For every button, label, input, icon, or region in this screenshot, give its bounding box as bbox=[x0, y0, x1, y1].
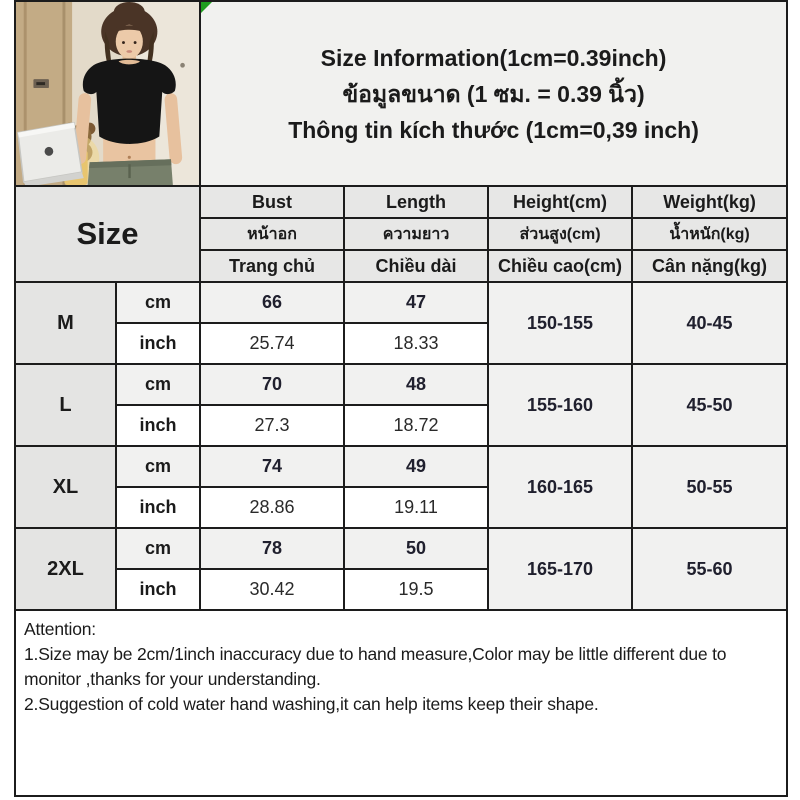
length-cm-value: 48 bbox=[344, 364, 488, 405]
size-column-header: Size bbox=[15, 186, 200, 282]
unit-label-cm: cm bbox=[116, 446, 200, 487]
length-inch-value: 18.72 bbox=[344, 405, 488, 446]
bust-inch-value: 30.42 bbox=[200, 569, 344, 610]
unit-label-inch: inch bbox=[116, 405, 200, 446]
length-inch-value: 18.33 bbox=[344, 323, 488, 364]
weight-range-value: 50-55 bbox=[632, 446, 787, 528]
weight-range-value: 45-50 bbox=[632, 364, 787, 446]
length-inch-value: 19.5 bbox=[344, 569, 488, 610]
header-height-en: Height(cm) bbox=[488, 186, 632, 218]
attention-heading: Attention: bbox=[24, 619, 96, 639]
unit-label-cm: cm bbox=[116, 528, 200, 569]
header-weight-vi: Cân nặng(kg) bbox=[632, 250, 787, 282]
laptop bbox=[18, 123, 84, 185]
size-info-title bbox=[200, 1, 787, 186]
unit-label-inch: inch bbox=[116, 569, 200, 610]
unit-label-inch: inch bbox=[116, 487, 200, 528]
attention-section bbox=[15, 610, 787, 796]
header-length-en: Length bbox=[344, 186, 488, 218]
header-bust-en: Bust bbox=[200, 186, 344, 218]
bust-inch-value: 28.86 bbox=[200, 487, 344, 528]
product-photo bbox=[15, 1, 200, 186]
bust-inch-value: 27.3 bbox=[200, 405, 344, 446]
header-length-vi: Chiều dài bbox=[344, 250, 488, 282]
green-corner-marker bbox=[201, 2, 212, 13]
size-info-title-en: Size Information(1cm=0.39inch) bbox=[320, 44, 667, 71]
size-label-l: L bbox=[15, 364, 116, 446]
height-range-value: 165-170 bbox=[488, 528, 632, 610]
unit-label-cm: cm bbox=[116, 364, 200, 405]
height-range-value: 155-160 bbox=[488, 364, 632, 446]
header-weight-en: Weight(kg) bbox=[632, 186, 787, 218]
weight-range-value: 40-45 bbox=[632, 282, 787, 364]
height-range-value: 160-165 bbox=[488, 446, 632, 528]
product-photo-image bbox=[16, 2, 199, 185]
unit-label-cm: cm bbox=[116, 282, 200, 323]
bust-cm-value: 74 bbox=[200, 446, 344, 487]
height-range-value: 150-155 bbox=[488, 282, 632, 364]
bust-inch-value: 25.74 bbox=[200, 323, 344, 364]
bust-cm-value: 70 bbox=[200, 364, 344, 405]
header-height-vi: Chiều cao(cm) bbox=[488, 250, 632, 282]
attention-note-1: 1.Size may be 2cm/1inch inaccuracy due to hand measure,Color may be little different due to monitor ,thanks for your understanding. bbox=[24, 643, 727, 689]
header-height-th: ส่วนสูง(cm) bbox=[488, 218, 632, 250]
length-cm-value: 50 bbox=[344, 528, 488, 569]
size-chart-sheet bbox=[14, 0, 786, 797]
weight-range-value: 55-60 bbox=[632, 528, 787, 610]
length-inch-value: 19.11 bbox=[344, 487, 488, 528]
bust-cm-value: 66 bbox=[200, 282, 344, 323]
header-weight-th: น้ำหนัก(kg) bbox=[632, 218, 787, 250]
attention-note-2: 2.Suggestion of cold water hand washing,it can help items keep their shape. bbox=[24, 693, 599, 714]
header-bust-vi: Trang chủ bbox=[200, 250, 344, 282]
length-cm-value: 47 bbox=[344, 282, 488, 323]
size-info-title-vi: Thông tin kích thước (1cm=0,39 inch) bbox=[288, 116, 699, 143]
bust-cm-value: 78 bbox=[200, 528, 344, 569]
unit-label-inch: inch bbox=[116, 323, 200, 364]
header-length-th: ความยาว bbox=[344, 218, 488, 250]
header-bust-th: หน้าอก bbox=[200, 218, 344, 250]
size-label-2xl: 2XL bbox=[15, 528, 116, 610]
size-info-title-th: ข้อมูลขนาด (1 ซม. = 0.39 นิ้ว) bbox=[342, 80, 645, 107]
size-chart-table bbox=[14, 0, 788, 797]
length-cm-value: 49 bbox=[344, 446, 488, 487]
size-label-xl: XL bbox=[15, 446, 116, 528]
size-label-m: M bbox=[15, 282, 116, 364]
